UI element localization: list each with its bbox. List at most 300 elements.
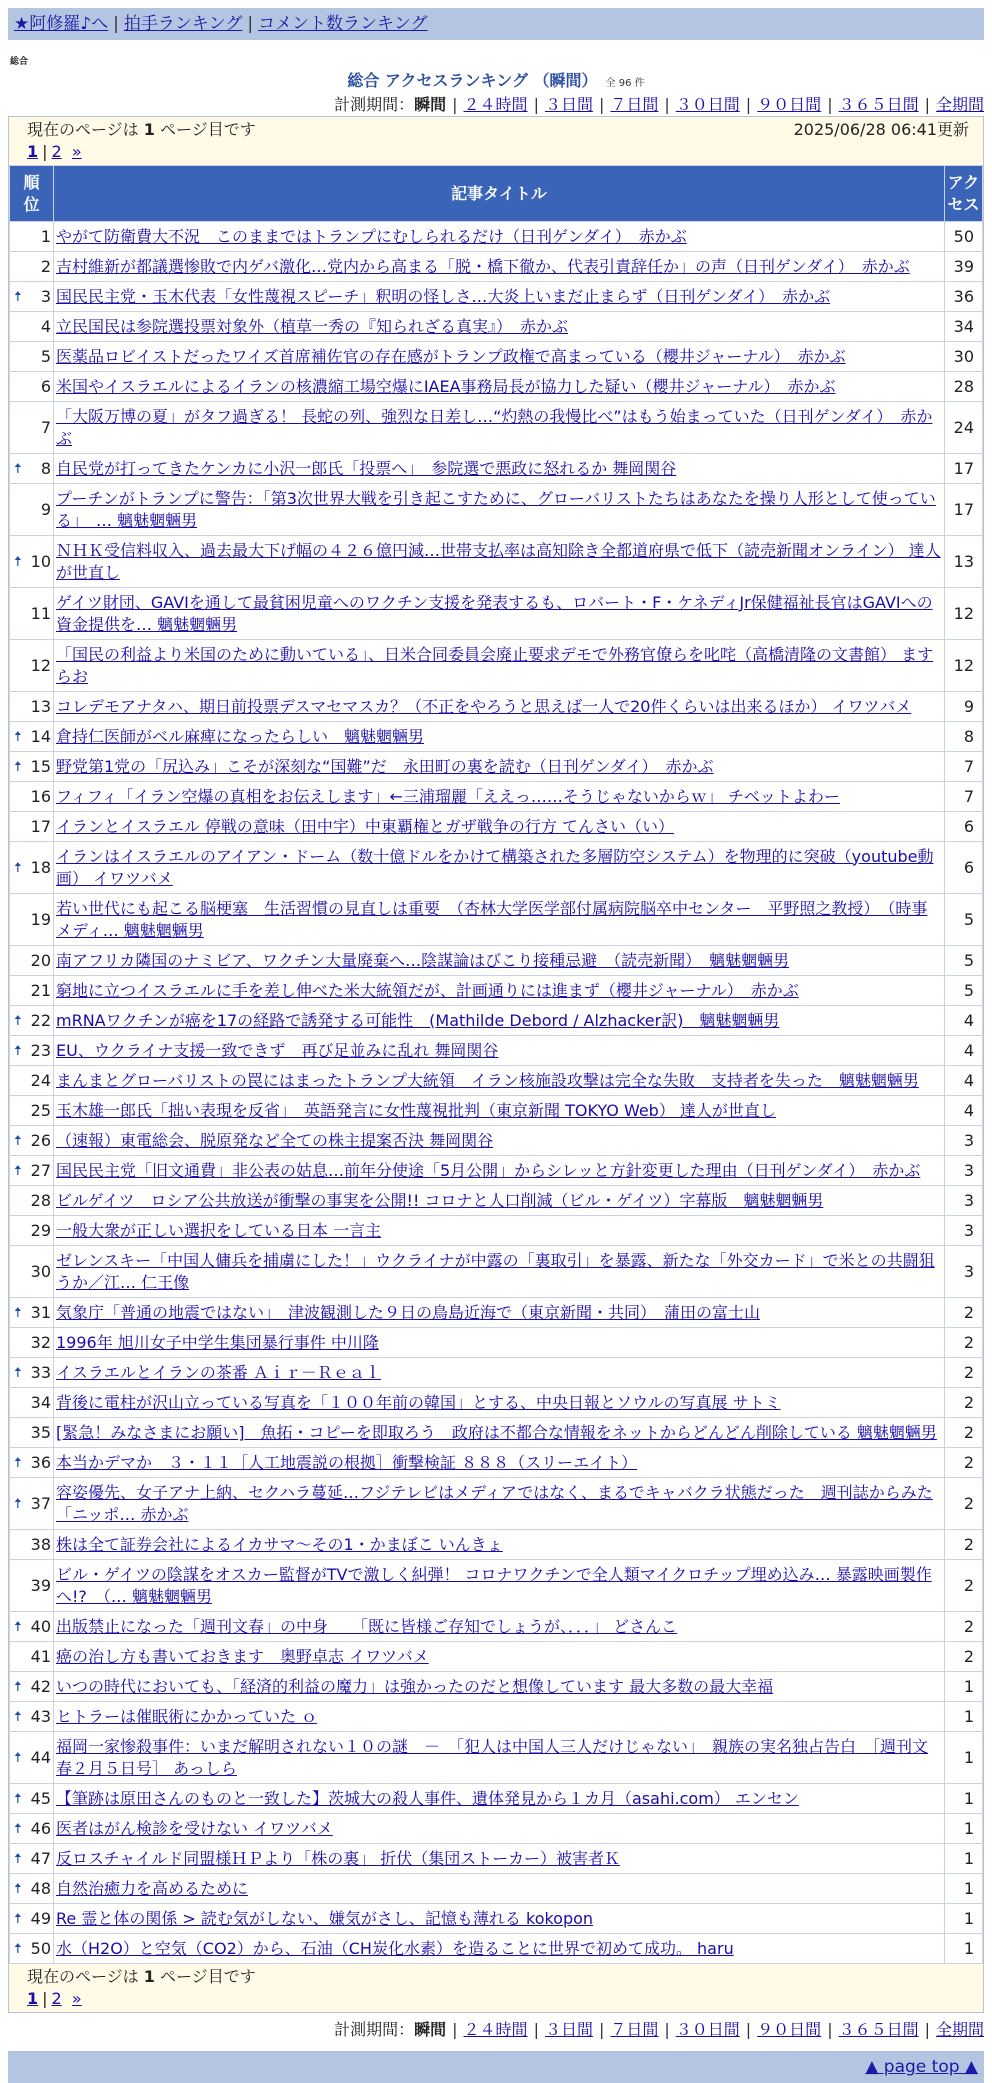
title-cell [54, 1560, 945, 1612]
rank-up-arrow-icon: 🠅 [14, 1678, 22, 1695]
table-row [10, 976, 983, 1006]
period-link-2-bottom[interactable]: ７日間 [610, 2020, 659, 2039]
period-link-2[interactable]: ７日間 [610, 95, 659, 114]
title-cell [54, 1814, 945, 1844]
period-separator: | [827, 95, 833, 114]
rank-number: 16 [30, 786, 51, 806]
rank-up-arrow-icon: 🠅 [14, 1910, 22, 1927]
period-separator: | [664, 2020, 670, 2039]
title-cell [54, 722, 945, 752]
access-count: 2 [945, 1612, 983, 1642]
table-row [10, 1844, 983, 1874]
title-cell [54, 812, 945, 842]
title-cell [54, 342, 945, 372]
period-link-4-bottom[interactable]: ９０日間 [757, 2020, 822, 2039]
rank-number: 8 [40, 458, 51, 478]
access-count: 3 [945, 1246, 983, 1298]
top-nav-bar [8, 8, 984, 40]
table-row [10, 1066, 983, 1096]
access-count: 2 [945, 1358, 983, 1388]
rank-number: 50 [30, 1938, 51, 1958]
rank-cell [10, 1388, 54, 1418]
article-title-link[interactable]: 玉木雄一郎氏「拙い表現を反省」 英語発言に女性蔑視批判（東京新聞 TOKYO Web） 達人が世直し [56, 1100, 776, 1120]
title-cell [54, 842, 945, 894]
access-count: 6 [945, 812, 983, 842]
article-title-link[interactable]: 癌の治し方も書いておきます 奥野卓志 イワツバメ [56, 1646, 429, 1666]
home-link[interactable]: ★阿修羅♪へ [14, 14, 109, 34]
table-row [10, 1298, 983, 1328]
access-count: 36 [945, 282, 983, 312]
article-title-link[interactable]: 医者はがん検診を受けない イワツバメ [56, 1818, 333, 1838]
rank-cell [10, 1358, 54, 1388]
access-count: 39 [945, 252, 983, 282]
article-title-link[interactable]: 株は全て証券会社によるイカサマ～その1・かまぼこ いんきょ [56, 1534, 503, 1554]
article-title-link[interactable]: 「国民の利益より米国のために動いている」、日米合同委員会廃止要求デモで外務官僚らを叱咤（高橋清隆の文書館） ますらお [56, 644, 934, 686]
rank-number: 39 [30, 1575, 51, 1595]
period-separator: | [745, 95, 752, 114]
rank-cell [10, 1096, 54, 1126]
access-count: 17 [945, 454, 983, 484]
rank-cell [10, 782, 54, 812]
rank-up-arrow-icon: 🠅 [14, 728, 22, 745]
access-count: 2 [945, 1388, 983, 1418]
article-title-link[interactable]: 水（H2O）と空気（CO2）から、石油（CH炭化水素）を造ることに世界で初めて成功。 haru [56, 1938, 734, 1958]
article-title-link[interactable]: イスラエルとイランの茶番 Ａｉｒ－Ｒｅａｌ [56, 1362, 381, 1382]
table-header-row [10, 166, 983, 222]
article-title-link[interactable]: イランはイスラエルのアイアン・ドーム（数十億ドルをかけて構築された多層防空システム）を物理的に突破（youtube動画） イワツバメ [56, 846, 934, 888]
rank-up-arrow-icon: 🠅 [14, 859, 22, 876]
title-cell [54, 1612, 945, 1642]
table-row [10, 692, 983, 722]
rank-cell [10, 1006, 54, 1036]
access-count: 9 [945, 692, 983, 722]
nav-separator: | [113, 14, 119, 34]
rank-cell [10, 1036, 54, 1066]
article-title-link[interactable]: 背後に電柱が沢山立っている写真を「１００年前の韓国」とする、中央日報とソウルの写真展 サトミ [56, 1392, 781, 1412]
rank-cell [10, 402, 54, 454]
rank-number: 5 [40, 346, 51, 366]
rank-up-arrow-icon: 🠅 [14, 1880, 22, 1897]
table-row [10, 1388, 983, 1418]
rank-up-arrow-icon: 🠅 [14, 288, 22, 305]
period-link-0-bottom[interactable]: ２４時間 [463, 2020, 528, 2039]
article-title-link[interactable]: 倉持仁医師がベル麻痺になったらしい 魑魅魍魎男 [56, 726, 425, 746]
rank-cell [10, 1478, 54, 1530]
rank-cell [10, 372, 54, 402]
rank-cell [10, 752, 54, 782]
access-count: 12 [945, 588, 983, 640]
title-cell [54, 1156, 945, 1186]
title-cell [54, 252, 945, 282]
table-row [10, 282, 983, 312]
period-link-5[interactable]: ３６５日間 [838, 95, 919, 114]
rank-cell [10, 1216, 54, 1246]
rank-up-arrow-icon: 🠅 [14, 1162, 22, 1179]
rank-number: 25 [30, 1100, 51, 1120]
ranking-table-body [10, 222, 983, 1964]
title-cell [54, 1478, 945, 1530]
title-cell [54, 1246, 945, 1298]
period-link-4[interactable]: ９０日間 [757, 95, 822, 114]
title-cell [54, 588, 945, 640]
article-title-link[interactable]: ヒトラーは催眠術にかかっていた ｏ [56, 1706, 318, 1726]
rank-number: 42 [30, 1676, 51, 1696]
article-title-link[interactable]: 「大阪万博の夏」がタフ過ぎる！ 長蛇の列、強烈な日差し…“灼熱の我慢比べ”はもう始まっていた（日刊ゲンダイ） 赤かぶ [56, 406, 933, 448]
title-cell [54, 946, 945, 976]
rank-cell [10, 692, 54, 722]
rank-cell [10, 946, 54, 976]
access-count: 5 [945, 946, 983, 976]
article-title-link[interactable]: プーチンがトランプに警告：「第3次世界大戦を引き起こすために、グローバリストたちはあなたを操り人形として使っている」 … 魑魅魍魎男 [56, 488, 936, 530]
table-row [10, 1904, 983, 1934]
article-title-link[interactable]: mRNAワクチンが癌を17の経路で誘発する可能性 (Mathilde Debord / Alzhacker訳) 魑魅魍魎男 [56, 1010, 780, 1030]
article-title-link[interactable]: 立民国民は参院選投票対象外（植草一秀の『知られざる真実』） 赤かぶ [56, 316, 569, 336]
rank-cell [10, 1126, 54, 1156]
rank-number: 6 [40, 376, 51, 396]
rank-up-arrow-icon: 🠅 [14, 1012, 22, 1029]
article-title-link[interactable]: （速報）東電総会、脱原発など全ての株主提案否決 舞岡関谷 [56, 1130, 494, 1150]
title-cell [54, 976, 945, 1006]
table-row [10, 752, 983, 782]
breadcrumb: 総合 [10, 57, 29, 67]
rank-up-arrow-icon: 🠅 [14, 1940, 22, 1957]
title-cell [54, 282, 945, 312]
title-cell [54, 222, 945, 252]
table-row [10, 536, 983, 588]
period-separator: | [827, 2020, 833, 2039]
article-title-link[interactable]: 国民民主党「旧文通費」非公表の姑息…前年分使途「5月公開」からシレッと方針変更した理由（日刊ゲンダイ） 赤かぶ [56, 1160, 921, 1180]
rank-cell [10, 484, 54, 536]
rank-number: 20 [30, 950, 51, 970]
period-link-1[interactable]: ３日間 [544, 95, 593, 114]
table-row [10, 1560, 983, 1612]
table-row [10, 1448, 983, 1478]
article-title-link[interactable]: 出版禁止になった「週刊文春」の中身 「既に皆様ご存知でしょうが、．．．」 どさんこ [56, 1616, 678, 1636]
access-count: 1 [945, 1784, 983, 1814]
page-2-link[interactable]: 2 [51, 142, 62, 161]
rank-up-arrow-icon: 🠅 [14, 1132, 22, 1149]
rank-number: 37 [30, 1493, 51, 1513]
article-title-link[interactable]: ＮＨＫ受信料収入、過去最大下げ幅の４２６億円減…世帯支払率は高知除き全都道府県で低下（読売新聞オンライン） 達人が世直し [56, 540, 941, 582]
table-row [10, 1784, 983, 1814]
title-cell [54, 536, 945, 588]
period-label-bottom: 計測期間： [334, 2020, 415, 2039]
title-cell [54, 1418, 945, 1448]
rank-number: 27 [30, 1160, 51, 1180]
article-title-link[interactable]: EU、ウクライナ支援一致できず 再び足並みに乱れ 舞岡関谷 [56, 1040, 499, 1060]
period-separator: | [598, 2020, 605, 2039]
access-count: 1 [945, 1934, 983, 1964]
period-link-3-bottom[interactable]: ３０日間 [675, 2020, 740, 2039]
page-2-link-bottom[interactable]: 2 [51, 1989, 62, 2008]
article-title-link[interactable]: ゼレンスキー「中国人傭兵を捕虜にした！」ウクライナが中露の「裏取引」を暴露、新たな「外交カード」で米との共闘狙うか／江… 仁王像 [56, 1250, 935, 1292]
rank-up-arrow-icon: 🠅 [14, 1618, 22, 1635]
rank-number: 26 [30, 1130, 51, 1150]
table-row [10, 1672, 983, 1702]
rank-number: 15 [30, 756, 51, 776]
title-header: 記事タイトル [54, 166, 945, 222]
title-cell [54, 1096, 945, 1126]
title-cell [54, 1784, 945, 1814]
next-page-link[interactable]: » [71, 142, 82, 161]
article-title-link[interactable]: 反ロスチャイルド同盟様ＨＰより「株の裏」 折伏（集団ストーカー）被害者Ｋ [56, 1848, 620, 1868]
rank-number: 33 [30, 1362, 51, 1382]
access-count: 2 [945, 1448, 983, 1478]
article-title-link[interactable]: ビル・ゲイツの陰謀をオスカー監督がTVで激しく糾弾！ コロナワクチンで全人類マイクロチップ埋め込み… 暴露映画製作へ!? （… 魑魅魍魎男 [56, 1564, 932, 1606]
table-row [10, 1702, 983, 1732]
article-title-link[interactable]: フィフィ「イラン空爆の真相をお伝えします」←三浦瑠麗「ええっ……そうじゃないからｗ」 チベットよわー [56, 786, 840, 806]
next-page-link-bottom[interactable]: » [71, 1989, 82, 2008]
rank-up-arrow-icon: 🠅 [14, 1790, 22, 1807]
ranking-title: 総合 アクセスランキング （瞬間） [347, 71, 598, 90]
rank-cell [10, 252, 54, 282]
table-row [10, 1036, 983, 1066]
title-cell [54, 1874, 945, 1904]
ranking-title-block [8, 70, 984, 92]
access-count: 1 [945, 1702, 983, 1732]
table-row [10, 1814, 983, 1844]
period-link-0[interactable]: ２４時間 [463, 95, 528, 114]
rank-cell [10, 812, 54, 842]
article-title-link[interactable]: [緊急！みなさまにお願い] 魚拓・コピーを即取ろう 政府は不都合な情報をネットからどんどん削除している 魑魅魍魎男 [56, 1422, 937, 1442]
article-title-link[interactable]: まんまとグローバリストの罠にはまったトランプ大統領 イラン核施設攻撃は完全な失敗 支持者を失った 魑魅魍魎男 [56, 1070, 919, 1090]
title-cell [54, 1448, 945, 1478]
page-top-link[interactable]: ▲ page top ▲ [865, 2057, 978, 2077]
article-title-link[interactable]: 容姿優先、女子アナ上納、セクハラ蔓延…フジテレビはメディアではなく、まるでキャバクラ状態だった 週刊誌からみた「ニッポ… 赤かぶ [56, 1482, 933, 1524]
access-count: 2 [945, 1530, 983, 1560]
table-row [10, 1478, 983, 1530]
rank-number: 46 [30, 1818, 51, 1838]
period-separator: | [533, 95, 539, 114]
title-cell [54, 402, 945, 454]
article-title-link[interactable]: やがて防衛費大不況 このままではトランプにむしられるだけ（日刊ゲンダイ） 赤かぶ [56, 226, 687, 246]
rank-cell [10, 1844, 54, 1874]
access-count: 7 [945, 782, 983, 812]
access-count: 17 [945, 484, 983, 536]
table-row [10, 588, 983, 640]
period-separator: | [924, 95, 930, 114]
rank-number: 43 [30, 1706, 51, 1726]
rank-cell [10, 1530, 54, 1560]
page-top-bar [8, 2051, 984, 2083]
rank-cell [10, 312, 54, 342]
access-count: 8 [945, 722, 983, 752]
table-row [10, 372, 983, 402]
rank-up-arrow-icon: 🠅 [14, 1495, 22, 1512]
current-page-text: 現在のページは 1 ページ目です [27, 120, 256, 139]
title-cell [54, 372, 945, 402]
period-link-6-bottom[interactable]: 全期間 [935, 2020, 984, 2039]
period-link-6[interactable]: 全期間 [935, 95, 984, 114]
article-title-link[interactable]: イランとイスラエル 停戦の意味（田中宇）中東覇権とガザ戦争の行方 てんさい（い） [56, 816, 675, 836]
article-title-link[interactable]: 1996年 旭川女子中学生集団暴行事件 中川隆 [56, 1332, 379, 1352]
title-cell [54, 1388, 945, 1418]
article-title-link[interactable]: コレデモアナタハ、期日前投票デスマセマスカ？（不正をやろうと思えば一人で20件くらいは出来るほか） イワツバメ [56, 696, 912, 716]
rank-cell [10, 1328, 54, 1358]
access-count: 2 [945, 1328, 983, 1358]
rank-cell [10, 1612, 54, 1642]
access-count: 50 [945, 222, 983, 252]
article-title-link[interactable]: 野党第1党の「尻込み」こそが深刻な“国難”だ 永田町の裏を読む（日刊ゲンダイ） 赤かぶ [56, 756, 714, 776]
access-count: 3 [945, 1126, 983, 1156]
rank-cell [10, 1642, 54, 1672]
period-link-1-bottom[interactable]: ３日間 [544, 2020, 593, 2039]
rank-number: 24 [30, 1070, 51, 1090]
rank-number: 49 [30, 1908, 51, 1928]
access-count: 13 [945, 536, 983, 588]
access-count: 4 [945, 1066, 983, 1096]
ranking-frame [8, 116, 984, 2013]
period-selector-top [8, 94, 984, 116]
article-title-link[interactable]: Re 霊と体の関係 > 読む気がしない、嫌気がさし、記憶も薄れる kokopon [56, 1908, 594, 1928]
article-title-link[interactable]: 自民党が打ってきたケンカに小沢一郎氏「投票へ」 参院選で悪政に怒れるか 舞岡関谷 [56, 458, 677, 478]
title-cell [54, 1126, 945, 1156]
rank-number: 32 [30, 1332, 51, 1352]
table-row [10, 1874, 983, 1904]
period-separator: | [924, 2020, 930, 2039]
table-row [10, 1934, 983, 1964]
access-count: 28 [945, 372, 983, 402]
access-count: 1 [945, 1904, 983, 1934]
period-link-3[interactable]: ３０日間 [675, 95, 740, 114]
title-cell [54, 1642, 945, 1672]
access-count: 24 [945, 402, 983, 454]
article-title-link[interactable]: 若い世代にも起こる脳梗塞 生活習慣の見直しは重要 （杏林大学医学部付属病院脳卒中センター 平野照之教授） （時事メディ… 魑魅魍魎男 [56, 898, 928, 940]
rank-cell [10, 1418, 54, 1448]
article-title-link[interactable]: 本当かデマか ３・１１［人工地震説の根拠］衝撃検証 ８８８（スリーエイト） [56, 1452, 638, 1472]
access-count: 4 [945, 1036, 983, 1066]
period-label: 計測期間： [334, 95, 415, 114]
table-row [10, 1186, 983, 1216]
rank-up-arrow-icon: 🠅 [14, 1364, 22, 1381]
title-cell [54, 1328, 945, 1358]
period-separator: | [452, 2020, 458, 2039]
rank-cell [10, 1186, 54, 1216]
rank-number: 47 [30, 1848, 51, 1868]
article-title-link[interactable]: いつの時代においても、「経済的利益の魔力」は強かったのだと想像しています 最大多数の最大幸福 [56, 1676, 774, 1696]
rank-cell [10, 1702, 54, 1732]
rank-cell [10, 976, 54, 1006]
article-title-link[interactable]: 福岡一家惨殺事件：いまだ解明されない１０の謎 － 「犯人は中国人三人だけじゃない」 親族の実名独占告白 ［週刊文春２月５日号］ あっしら [56, 1736, 929, 1778]
rank-up-arrow-icon: 🠅 [14, 1820, 22, 1837]
title-cell [54, 1186, 945, 1216]
rank-number: 9 [40, 499, 51, 519]
rank-up-arrow-icon: 🠅 [14, 1749, 22, 1766]
rank-number: 1 [40, 226, 51, 246]
article-title-link[interactable]: 南アフリカ隣国のナミビア、ワクチン大量廃棄へ…陰謀論はびこり接種忌避 （読売新聞） 魑魅魍魎男 [56, 950, 790, 970]
rank-cell [10, 1814, 54, 1844]
article-title-link[interactable]: 自然治癒力を高めるために [56, 1878, 249, 1898]
table-row [10, 1096, 983, 1126]
access-count: 3 [945, 1216, 983, 1246]
table-row [10, 1156, 983, 1186]
access-count: 2 [945, 1642, 983, 1672]
article-title-link[interactable]: 医薬品ロビイストだったワイズ首席補佐官の存在感がトランプ政権で高まっている（櫻井ジャーナル） 赤かぶ [56, 346, 846, 366]
period-link-5-bottom[interactable]: ３６５日間 [838, 2020, 919, 2039]
period-current: 瞬間 [414, 95, 447, 114]
clap-ranking-link[interactable]: 拍手ランキング [123, 14, 243, 34]
access-count: 34 [945, 312, 983, 342]
comment-ranking-link[interactable]: コメント数ランキング [258, 14, 428, 34]
table-row [10, 342, 983, 372]
rank-cell [10, 1874, 54, 1904]
ranking-table [9, 165, 983, 1964]
nav-separator: | [247, 14, 254, 34]
access-count: 6 [945, 842, 983, 894]
title-cell [54, 692, 945, 722]
rank-cell [10, 1672, 54, 1702]
access-count: 4 [945, 1096, 983, 1126]
article-title-link[interactable]: 窮地に立つイスラエルに手を差し伸べた米大統領だが、計画通りには進まず（櫻井ジャーナル） 赤かぶ [56, 980, 799, 1000]
period-separator: | [452, 95, 458, 114]
article-title-link[interactable]: 吉村維新が都議選惨敗で内ゲバ激化…党内から高まる「脱・橋下徹か、代表引責辞任か」の声（日刊ゲンダイ） 赤かぶ [56, 256, 910, 276]
rank-cell [10, 640, 54, 692]
title-cell [54, 1216, 945, 1246]
title-cell [54, 1066, 945, 1096]
rank-number: 3 [40, 286, 51, 306]
table-row [10, 454, 983, 484]
table-row [10, 946, 983, 976]
rank-number: 31 [30, 1302, 51, 1322]
table-row [10, 1612, 983, 1642]
rank-cell [10, 722, 54, 752]
article-title-link[interactable]: 一般大衆が正しい選択をしている日本 一言主 [56, 1220, 382, 1240]
page-1-link-bottom[interactable]: 1 [27, 1989, 39, 2008]
rank-number: 13 [30, 696, 51, 716]
rank-cell [10, 342, 54, 372]
rank-number: 14 [30, 726, 51, 746]
article-title-link[interactable]: 【筆跡は原田さんのものと一致した】茨城大の殺人事件、遺体発見から１カ月（asahi.com） エンセン [56, 1788, 799, 1808]
rank-number: 19 [30, 909, 51, 929]
rank-number: 35 [30, 1422, 51, 1442]
rank-number: 28 [30, 1190, 51, 1210]
article-title-link[interactable]: ゲイツ財団、GAVIを通して最貧困児童へのワクチン支援を発表するも、ロバート・F・ケネディJr保健福祉長官はGAVIへの資金提供を… 魑魅魍魎男 [56, 592, 933, 634]
rank-up-arrow-icon: 🠅 [14, 1850, 22, 1867]
title-cell [54, 1006, 945, 1036]
article-title-link[interactable]: 気象庁「普通の地震ではない」 津波観測した９日の鳥島近海で（東京新聞・共同） 蒲田の富士山 [56, 1302, 761, 1322]
article-title-link[interactable]: ビルゲイツ ロシア公共放送が衝撃の事実を公開!! コロナと人口削減（ビル・ゲイツ）字幕版 魑魅魍魎男 [56, 1190, 824, 1210]
title-cell [54, 782, 945, 812]
access-count: 7 [945, 752, 983, 782]
period-current-bottom: 瞬間 [414, 2020, 447, 2039]
access-count: 1 [945, 1874, 983, 1904]
title-cell [54, 1298, 945, 1328]
article-title-link[interactable]: 国民民主党・玉木代表「女性蔑視スピーチ」釈明の怪しさ…大炎上いまだ止まらず（日刊ゲンダイ） 赤かぶ [56, 286, 831, 306]
table-row [10, 1246, 983, 1298]
ranking-count: 全 96 件 [605, 78, 645, 89]
access-count: 1 [945, 1844, 983, 1874]
access-count: 5 [945, 976, 983, 1006]
table-row [10, 640, 983, 692]
access-header: アク セス [945, 166, 983, 222]
page-1-link[interactable]: 1 [27, 142, 39, 161]
access-count: 12 [945, 640, 983, 692]
table-row [10, 812, 983, 842]
title-cell [54, 1844, 945, 1874]
period-separator: | [533, 2020, 539, 2039]
article-title-link[interactable]: 米国やイスラエルによるイランの核濃縮工場空爆にIAEA事務局長が協力した疑い（櫻井ジャーナル） 赤かぶ [56, 376, 836, 396]
table-row [10, 894, 983, 946]
rank-number: 48 [30, 1878, 51, 1898]
rank-cell [10, 1298, 54, 1328]
rank-cell [10, 1904, 54, 1934]
rank-up-arrow-icon: 🠅 [14, 1042, 22, 1059]
rank-cell [10, 222, 54, 252]
title-cell [54, 1358, 945, 1388]
rank-cell [10, 536, 54, 588]
rank-up-arrow-icon: 🠅 [14, 758, 22, 775]
access-count: 2 [945, 1418, 983, 1448]
